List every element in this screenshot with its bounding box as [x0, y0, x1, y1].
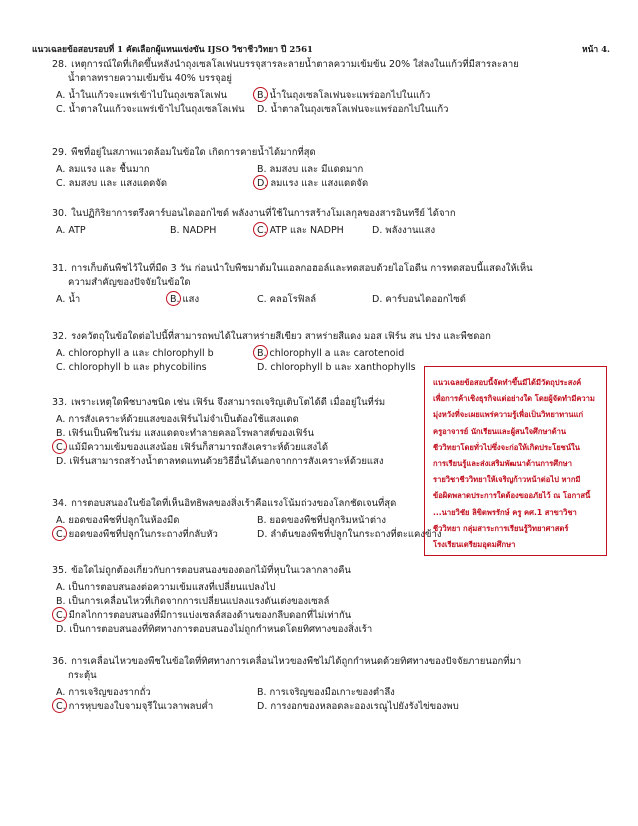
question-number: 29. — [52, 147, 68, 158]
disclaimer-line: การเรียนรู้และส่งเสริมพัฒนาด้านการศึกษา — [433, 459, 572, 469]
option-d — [257, 528, 442, 542]
circled-answer-letter: C. — [56, 701, 66, 712]
option-text: ลมแรง และ แสงแดดจัด — [270, 178, 369, 189]
option-text: น้ำตาลในแก้วจะแพร่เข้าไปในถุงเซลโลเฟน — [68, 104, 245, 115]
option-text: น้ำตาลในถุงเซลโลเฟนจะแพร่ออกไปในแก้ว — [270, 104, 449, 115]
option-b — [56, 427, 314, 441]
question-29 — [52, 146, 587, 193]
question-stem: 31. การเก็บต้นพืชไว้ในที่มืด 3 วัน ก่อนนำใบพืชมาต้มในแอลกอฮอล์และทดสอบด้วยไอโอดีน การทดสอบนี้แสดงให้เห็น — [52, 263, 533, 274]
option-b — [56, 595, 329, 609]
circled-answer-letter: C. — [56, 610, 66, 621]
question-number: 33. — [52, 397, 68, 408]
option-letter: B. — [257, 687, 267, 698]
option-letter: A. — [56, 164, 66, 175]
question-stem: 33. เพราะเหตุใดพืชบางชนิด เช่น เฟิร์น จึงสามารถเจริญเติบโตได้ดี เมื่ออยู่ในที่ร่ม — [52, 397, 386, 408]
question-36 — [52, 655, 587, 716]
option-text: พลังงานแสง — [385, 225, 436, 236]
option-a — [56, 514, 179, 528]
option-a — [56, 89, 227, 103]
question-stem: 30. ในปฏิกิริยาการตรึงคาร์บอนไดออกไซด์ พลังงานที่ใช้ในการสร้างโมเลกุลของสารอินทรีย์ ได้จาก — [52, 208, 456, 219]
disclaimer-line: เพื่อการค้าเชิงธุรกิจแต่อย่างใด โดยผู้จัดทำมีความ — [433, 394, 595, 404]
circled-answer-letter: B. — [170, 294, 180, 305]
option-b — [257, 347, 404, 361]
circled-answer-letter: B. — [257, 90, 267, 101]
option-d — [56, 455, 383, 469]
option-a — [56, 686, 151, 700]
option-text: เป็นการตอบสนองต่อความเข้มแสงที่เปลี่ยนแปลงไป — [68, 582, 276, 593]
option-b — [257, 163, 363, 177]
option-letter: B. — [56, 428, 66, 439]
option-c — [56, 177, 167, 191]
option-text: ลมสงบ และ มีแดดมาก — [269, 164, 364, 175]
option-letter: C. — [56, 104, 66, 115]
option-text: มีกลไกการตอบสนองที่มีการแบ่งเซลล์สองด้านของกลีบดอกที่ไม่เท่ากัน — [68, 610, 352, 621]
option-text: ATP — [68, 225, 86, 236]
option-text: ยอดของพืชที่ปลูกในห้องมืด — [68, 515, 180, 526]
option-text: การงอกของหลอดละอองเรณูไปยังรังไข่ของพบ — [270, 701, 459, 712]
option-d — [257, 361, 416, 375]
question-number: 35. — [52, 565, 68, 576]
option-letter: B. — [257, 164, 267, 175]
option-letter: A. — [56, 90, 66, 101]
option-letter: B. — [170, 225, 180, 236]
option-d — [257, 177, 368, 191]
option-text: การสังเคราะห์ด้วยแสงของเฟิร์นไม่จำเป็นต้องใช้แสงแดด — [68, 414, 299, 425]
page-header — [32, 42, 610, 56]
question-stem: น้ำตาลทรายความเข้มข้น 40% บรรจุอยู่ — [68, 73, 232, 84]
option-letter: A. — [56, 294, 66, 305]
option-text: น้ำ — [68, 294, 81, 305]
option-c — [56, 441, 328, 455]
option-text: chlorophyll b และ xanthophylls — [270, 362, 416, 373]
question-stem: 32. รงควัตถุในข้อใดต่อไปนี้ที่สามารถพบได้ในสาหร่ายสีเขียว สาหร่ายสีแดง มอส เฟิร์น สน ปรง และพืชดอก — [52, 331, 491, 342]
option-text: ยอดของพืชที่ปลูกริมหน้าต่าง — [269, 515, 387, 526]
option-c — [56, 361, 207, 375]
option-text: chlorophyll a และ chlorophyll b — [68, 348, 214, 359]
option-a — [56, 413, 299, 427]
option-text: เฟิร์นสามารถสร้างน้ำตาลทดแทนด้วยวิธีอื่นได้นอกจากการสังเคราะห์ด้วยแสง — [69, 456, 384, 467]
option-b — [257, 514, 386, 528]
option-letter: D. — [372, 294, 383, 305]
option-text: การเจริญของรากถั่ว — [68, 687, 151, 698]
option-letter: D. — [257, 104, 268, 115]
option-c — [257, 224, 344, 238]
option-text: ลมแรง และ ชื้นมาก — [68, 164, 150, 175]
question-number: 30. — [52, 208, 68, 219]
option-c — [56, 103, 245, 117]
question-stem: 29. พืชที่อยู่ในสภาพแวดล้อมในข้อใด เกิดการคายน้ำได้มากที่สุด — [52, 147, 316, 158]
option-text: น้ำในแก้วจะแพร่เข้าไปในถุงเซลโลเฟน — [68, 90, 228, 101]
page-number: หน้า 4. — [581, 45, 610, 55]
option-c — [257, 293, 316, 307]
option-text: น้ำในถุงเซลโลเฟนจะแพร่ออกไปในแก้ว — [269, 90, 431, 101]
option-text: ยอดของพืชที่ปลูกในกระถางที่กลับหัว — [68, 529, 218, 540]
option-a — [56, 163, 150, 177]
disclaimer-line: ครูอาจารย์ นักเรียนและผู้สนใจศึกษาด้าน — [433, 426, 567, 436]
option-text: เป็นการตอบสนองที่ทิศทางการตอบสนองไม่ถูกกำหนดโดยทิศทางของสิ่งเร้า — [69, 624, 373, 635]
disclaimer-line: แนวเฉลยข้อสอบนี้จัดทำขึ้นมีได้มีวัตถุประสงค์ — [433, 378, 582, 387]
disclaimer-line: ชีววิทยา กลุ่มสาระการเรียนรู้วิทยาศาสตร์ — [433, 523, 569, 533]
option-text: ลำต้นของพืชที่ปลูกในกระถางที่ตะแคงข้าง — [270, 529, 442, 540]
option-text: chlorophyll b และ phycobilins — [68, 362, 207, 373]
option-letter: D. — [56, 456, 67, 467]
option-letter: D. — [56, 624, 67, 635]
question-number: 34. — [52, 498, 68, 509]
option-text: การเจริญของมือเกาะของตำลึง — [269, 687, 395, 698]
option-c — [56, 528, 218, 542]
question-stem: 36. การเคลื่อนไหวของพืชในข้อใดที่ทิศทางการเคลื่อนไหวของพืชไม่ได้ถูกกำหนดด้วยทิศทางของปัจจัยภายนอกที่มา — [52, 656, 522, 667]
option-text: ATP และ NADPH — [269, 225, 344, 236]
question-35 — [52, 564, 587, 639]
circled-answer-letter: C. — [56, 442, 66, 453]
option-d — [257, 103, 448, 117]
option-letter: D. — [257, 701, 268, 712]
circled-answer-letter: B. — [257, 348, 267, 359]
circled-answer-letter: D. — [257, 178, 268, 189]
option-b — [257, 89, 430, 103]
option-letter: B. — [56, 596, 66, 607]
option-letter: C. — [257, 294, 267, 305]
option-d — [257, 700, 459, 714]
disclaimer-line: ชีววิทยาโดยทั่วไปซึ่งจะก่อให้เกิดประโยชน์ใน — [433, 442, 580, 452]
option-letter: A. — [56, 515, 66, 526]
circled-answer-letter: C. — [257, 225, 267, 236]
option-letter: A. — [56, 414, 66, 425]
disclaimer-line: โรงเรียนเตรียมอุดมศึกษา — [433, 540, 516, 550]
option-letter: A. — [56, 582, 66, 593]
option-text: ลมสงบ และ แสงแดดจัด — [68, 178, 168, 189]
option-text: คาร์บอนไดออกไซด์ — [385, 294, 466, 305]
option-letter: C. — [56, 362, 66, 373]
option-a — [56, 224, 86, 238]
option-text: แสง — [182, 294, 200, 305]
question-number: 31. — [52, 263, 68, 274]
option-c — [56, 609, 351, 623]
option-letter: D. — [372, 225, 383, 236]
question-stem: กระตุ้น — [68, 670, 97, 681]
circled-answer-letter: C. — [56, 529, 66, 540]
question-30 — [52, 207, 587, 240]
option-b — [170, 224, 216, 238]
question-number: 36. — [52, 656, 68, 667]
option-text: การหุบของใบจามจุรีในเวลาพลบค่ำ — [68, 701, 214, 712]
answer-key-disclaimer-box — [424, 366, 607, 556]
question-stem: ความสำคัญของปัจจัยในข้อใด — [68, 277, 191, 288]
question-number: 28. — [52, 59, 68, 70]
option-text: คลอโรฟิลล์ — [269, 294, 317, 305]
option-letter: B. — [257, 515, 267, 526]
option-letter: C. — [56, 178, 66, 189]
option-b — [257, 686, 395, 700]
disclaimer-line: รายวิชาชีววิทยาให้เจริญก้าวหน้าต่อไป หากมี — [433, 475, 581, 485]
option-text: chlorophyll a และ carotenoid — [269, 348, 405, 359]
question-28 — [52, 58, 587, 119]
option-text: เป็นการเคลื่อนไหวที่เกิดจากการเปลี่ยนแปลงแรงดันเต่งของเซลล์ — [68, 596, 330, 607]
option-text: แม้มีความเข้มของแสงน้อย เฟิร์นก็สามารถสังเคราะห์ด้วยแสงได้ — [68, 442, 329, 453]
option-text: เฟิร์นเป็นพืชในร่ม แสงแดดจะทำลายคลอโรพลาสต์ของเฟิร์น — [68, 428, 315, 439]
option-a — [56, 581, 275, 595]
question-31 — [52, 262, 587, 309]
option-letter: D. — [257, 529, 268, 540]
option-text: NADPH — [182, 225, 217, 236]
option-d — [372, 224, 435, 238]
option-c — [56, 700, 213, 714]
question-stem: 34. การตอบสนองในข้อใดที่เห็นอิทธิพลของสิ่งเร้าคือแรงโน้มถ่วงของโลกชัดเจนที่สุด — [52, 498, 397, 509]
option-d — [56, 623, 372, 637]
option-letter: A. — [56, 225, 66, 236]
option-letter: A. — [56, 348, 66, 359]
question-stem: 35. ข้อใดไม่ถูกต้องเกี่ยวกับการตอบสนองของดอกไม้ที่หุบในเวลากลางคืน — [52, 565, 351, 576]
disclaimer-line: ข้อผิดพลาดประการใดต้องขออภัยไว้ ณ โอกาสนี้ — [433, 491, 591, 501]
option-d — [372, 293, 466, 307]
option-letter: A. — [56, 687, 66, 698]
option-a — [56, 293, 80, 307]
option-a — [56, 347, 214, 361]
question-stem: 28. เหตุการณ์ใดที่เกิดขึ้นหลังนำถุงเซลโลเฟนบรรจุสารละลายน้ำตาลความเข้มข้น 20% ใส่ลงในแก้วที่มีสารละลาย — [52, 59, 519, 70]
disclaimer-line: มุ่งหวังที่จะเผยแพร่ความรู้เพื่อเป็นวิทยาทานแก่ — [433, 410, 584, 420]
option-letter: D. — [257, 362, 268, 373]
option-b — [170, 293, 199, 307]
disclaimer-line: ...นายวิชัย ลิขิตพรรักษ์ ครู คศ.1 สาขาวิชา — [433, 507, 577, 517]
header-title: แนวเฉลยข้อสอบรอบที่ 1 คัดเลือกผู้แทนแข่งขัน IJSO วิชาชีววิทยา ปี 2561 — [32, 45, 313, 55]
question-number: 32. — [52, 331, 68, 342]
